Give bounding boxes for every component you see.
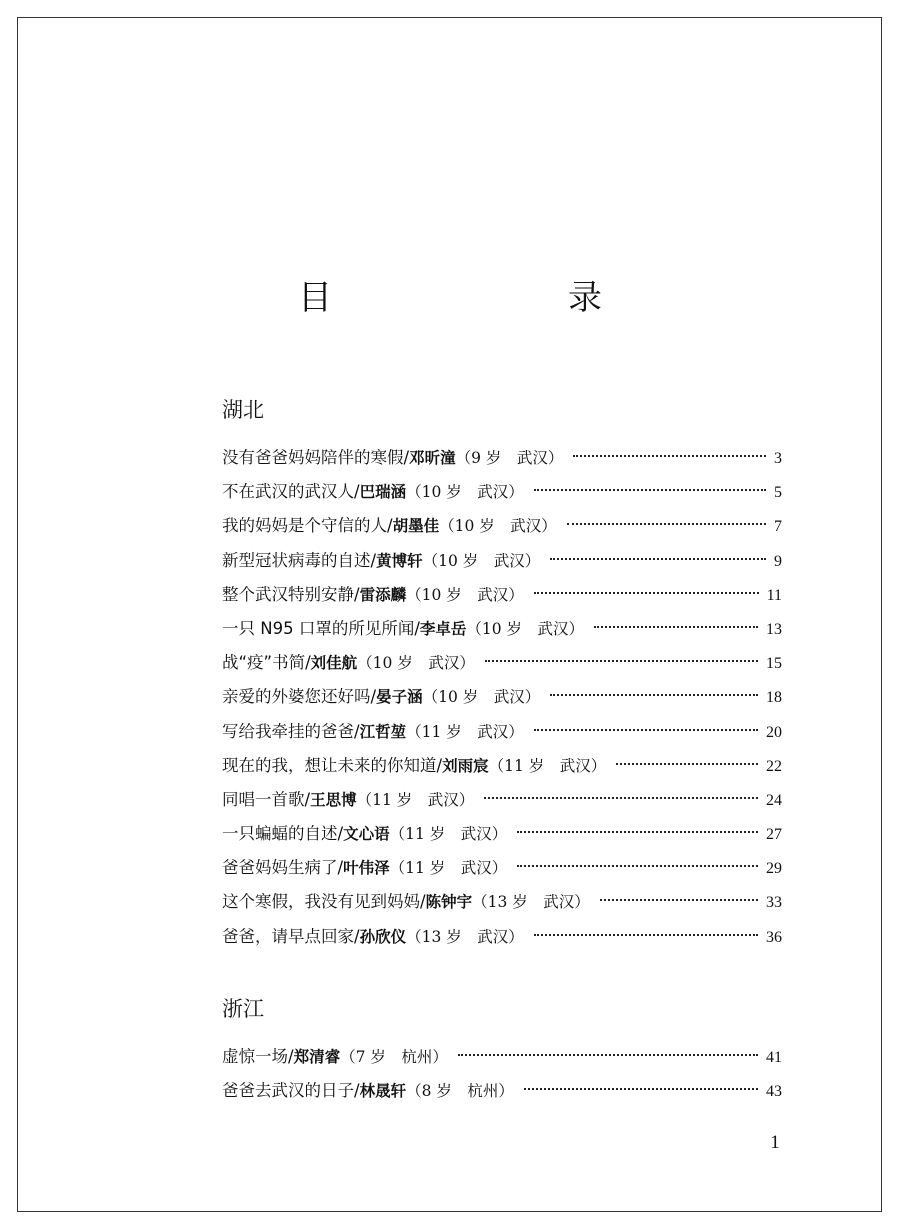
dot-leader — [485, 660, 758, 662]
toc-entry-author: 林晟轩 — [359, 1081, 407, 1101]
toc-entry[interactable] — [222, 509, 782, 543]
toc-entry-page: 24 — [766, 791, 782, 809]
dot-leader — [534, 934, 758, 936]
toc-entry-meta: （10 岁 武汉） — [406, 483, 524, 502]
dot-leader — [534, 489, 766, 491]
toc-entry-title: 新型冠状病毒的自述/ — [222, 550, 377, 570]
toc-entry-author: 晏子涵 — [376, 687, 423, 707]
toc-entry-title: 没有爸爸妈妈陪伴的寒假/ — [222, 448, 410, 467]
toc-entry[interactable] — [222, 715, 782, 749]
dot-leader — [534, 729, 758, 731]
toc-entry-page: 36 — [766, 928, 782, 946]
toc-entry-meta: （11 岁 武汉） — [356, 790, 475, 809]
toc-entry[interactable] — [222, 646, 782, 680]
toc-entry-meta: （13 岁 武汉） — [472, 893, 590, 912]
toc-entry[interactable] — [222, 1040, 782, 1074]
toc-entry-author: 江哲堃 — [359, 721, 407, 741]
toc-entry-page: 29 — [766, 860, 782, 878]
toc-entry-meta: （13 岁 武汉） — [406, 927, 524, 946]
toc-entry-meta: （8 岁 杭州） — [406, 1082, 514, 1101]
toc-entry-page: 15 — [766, 655, 782, 673]
toc-entry[interactable] — [222, 851, 782, 885]
toc-entry[interactable] — [222, 612, 782, 646]
toc-entry-meta: （11 岁 武汉） — [488, 756, 607, 775]
toc-entry[interactable] — [222, 441, 782, 475]
toc-entry-author: 胡墨佳 — [392, 516, 440, 536]
toc-entry-page: 5 — [774, 484, 782, 502]
dot-leader — [458, 1054, 758, 1056]
toc-entry-title: 现在的我，想让未来的你知道/ — [222, 755, 443, 775]
toc-entry-page: 43 — [766, 1083, 782, 1101]
toc-entry-author: 李卓岳 — [419, 618, 467, 638]
toc-entry-title: 爸爸妈妈生病了/ — [222, 858, 344, 878]
toc-entry-title: 不在武汉的武汉人/ — [222, 482, 360, 502]
toc-entry-meta: （9 岁 武汉） — [455, 449, 564, 467]
toc-entry-author: 刘雨宸 — [442, 755, 489, 775]
toc-entry-title: 虚惊一场/ — [222, 1047, 294, 1066]
toc-entry-title: 写给我牵挂的爸爸/ — [222, 721, 360, 741]
toc-entry-author: 陈钟宇 — [425, 892, 473, 912]
toc-entry-meta: （7 岁 杭州） — [340, 1048, 448, 1066]
toc-entry-meta: （10 岁 武汉） — [422, 688, 541, 707]
dot-leader — [550, 694, 758, 696]
toc-entry-title: 同唱一首歌/ — [222, 789, 311, 809]
toc-entry[interactable] — [222, 749, 782, 783]
section-title-hubei: 湖北 — [222, 398, 264, 422]
dot-leader — [594, 626, 758, 628]
toc-entry-meta: （10 岁 武汉） — [466, 619, 585, 638]
toc-entry-author: 邓昕潼 — [409, 448, 456, 467]
toc-entry-meta: （10 岁 武汉） — [422, 551, 541, 570]
dot-leader — [484, 797, 758, 799]
toc-entry-meta: （11 岁 武汉） — [389, 825, 508, 844]
dot-leader — [517, 831, 758, 833]
toc-entry-page: 11 — [766, 586, 782, 604]
toc-list-hubei — [222, 441, 782, 954]
dot-leader — [517, 865, 758, 867]
toc-entry-author: 王思博 — [310, 789, 357, 809]
toc-entry-meta: （10 岁 武汉） — [406, 585, 524, 604]
toc-entry-title: 我的妈妈是个守信的人/ — [222, 516, 393, 536]
toc-entry-title: 整个武汉特别安静/ — [222, 584, 360, 604]
toc-entry[interactable] — [222, 475, 782, 509]
toc-entry-page: 20 — [766, 723, 782, 741]
toc-title: 目 录 — [298, 278, 658, 318]
toc-entry[interactable] — [222, 578, 782, 612]
toc-entry-title: 一只蝙蝠的自述/ — [222, 824, 344, 844]
toc-entry-author: 黄博轩 — [376, 550, 423, 570]
toc-entry[interactable] — [222, 783, 782, 817]
toc-entry-page: 9 — [774, 552, 782, 570]
toc-entry-meta: （11 岁 武汉） — [389, 859, 508, 878]
toc-entry-page: 18 — [766, 689, 782, 707]
toc-entry-title: 爸爸去武汉的日子/ — [222, 1081, 360, 1101]
toc-entry[interactable] — [222, 1074, 782, 1108]
toc-entry-meta: （10 岁 武汉） — [439, 517, 557, 536]
dot-leader — [567, 523, 766, 525]
toc-entry[interactable] — [222, 920, 782, 954]
dot-leader — [573, 455, 766, 457]
toc-entry-page: 13 — [766, 620, 782, 638]
dot-leader — [600, 899, 758, 901]
toc-entry-author: 叶伟泽 — [343, 858, 390, 878]
toc-list-zhejiang — [222, 1040, 782, 1108]
toc-entry-page: 27 — [766, 826, 782, 844]
toc-entry-meta: （10 岁 武汉） — [357, 654, 475, 673]
toc-entry-page: 7 — [774, 518, 782, 536]
toc-entry[interactable] — [222, 885, 782, 919]
toc-entry-title: 这个寒假，我没有见到妈妈/ — [222, 892, 426, 912]
page-number: 1 — [770, 1132, 780, 1153]
toc-entry-title: 战“疫”书简/ — [222, 653, 311, 673]
toc-entry[interactable] — [222, 680, 782, 714]
dot-leader — [534, 592, 759, 594]
toc-entry[interactable] — [222, 544, 782, 578]
section-title-zhejiang: 浙江 — [222, 997, 264, 1021]
toc-entry-page: 22 — [766, 757, 782, 775]
toc-entry-author: 刘佳航 — [310, 653, 358, 673]
toc-entry[interactable] — [222, 817, 782, 851]
toc-entry-title: 爸爸，请早点回家/ — [222, 926, 360, 946]
toc-entry-author: 郑清睿 — [293, 1047, 341, 1066]
toc-entry-author: 孙欣仪 — [359, 926, 407, 946]
dot-leader — [524, 1088, 758, 1090]
toc-entry-title: 一只 N95 口罩的所见所闻/ — [222, 618, 420, 638]
toc-entry-page: 41 — [766, 1049, 782, 1066]
toc-entry-page: 33 — [766, 894, 782, 912]
dot-leader — [550, 558, 766, 560]
dot-leader — [616, 763, 758, 765]
toc-entry-meta: （11 岁 武汉） — [406, 722, 524, 741]
toc-entry-author: 文心语 — [343, 824, 390, 844]
toc-entry-author: 巴瑞涵 — [359, 482, 407, 502]
toc-entry-author: 雷添麟 — [359, 584, 407, 604]
toc-entry-page: 3 — [774, 450, 782, 467]
toc-entry-title: 亲爱的外婆您还好吗/ — [222, 687, 377, 707]
